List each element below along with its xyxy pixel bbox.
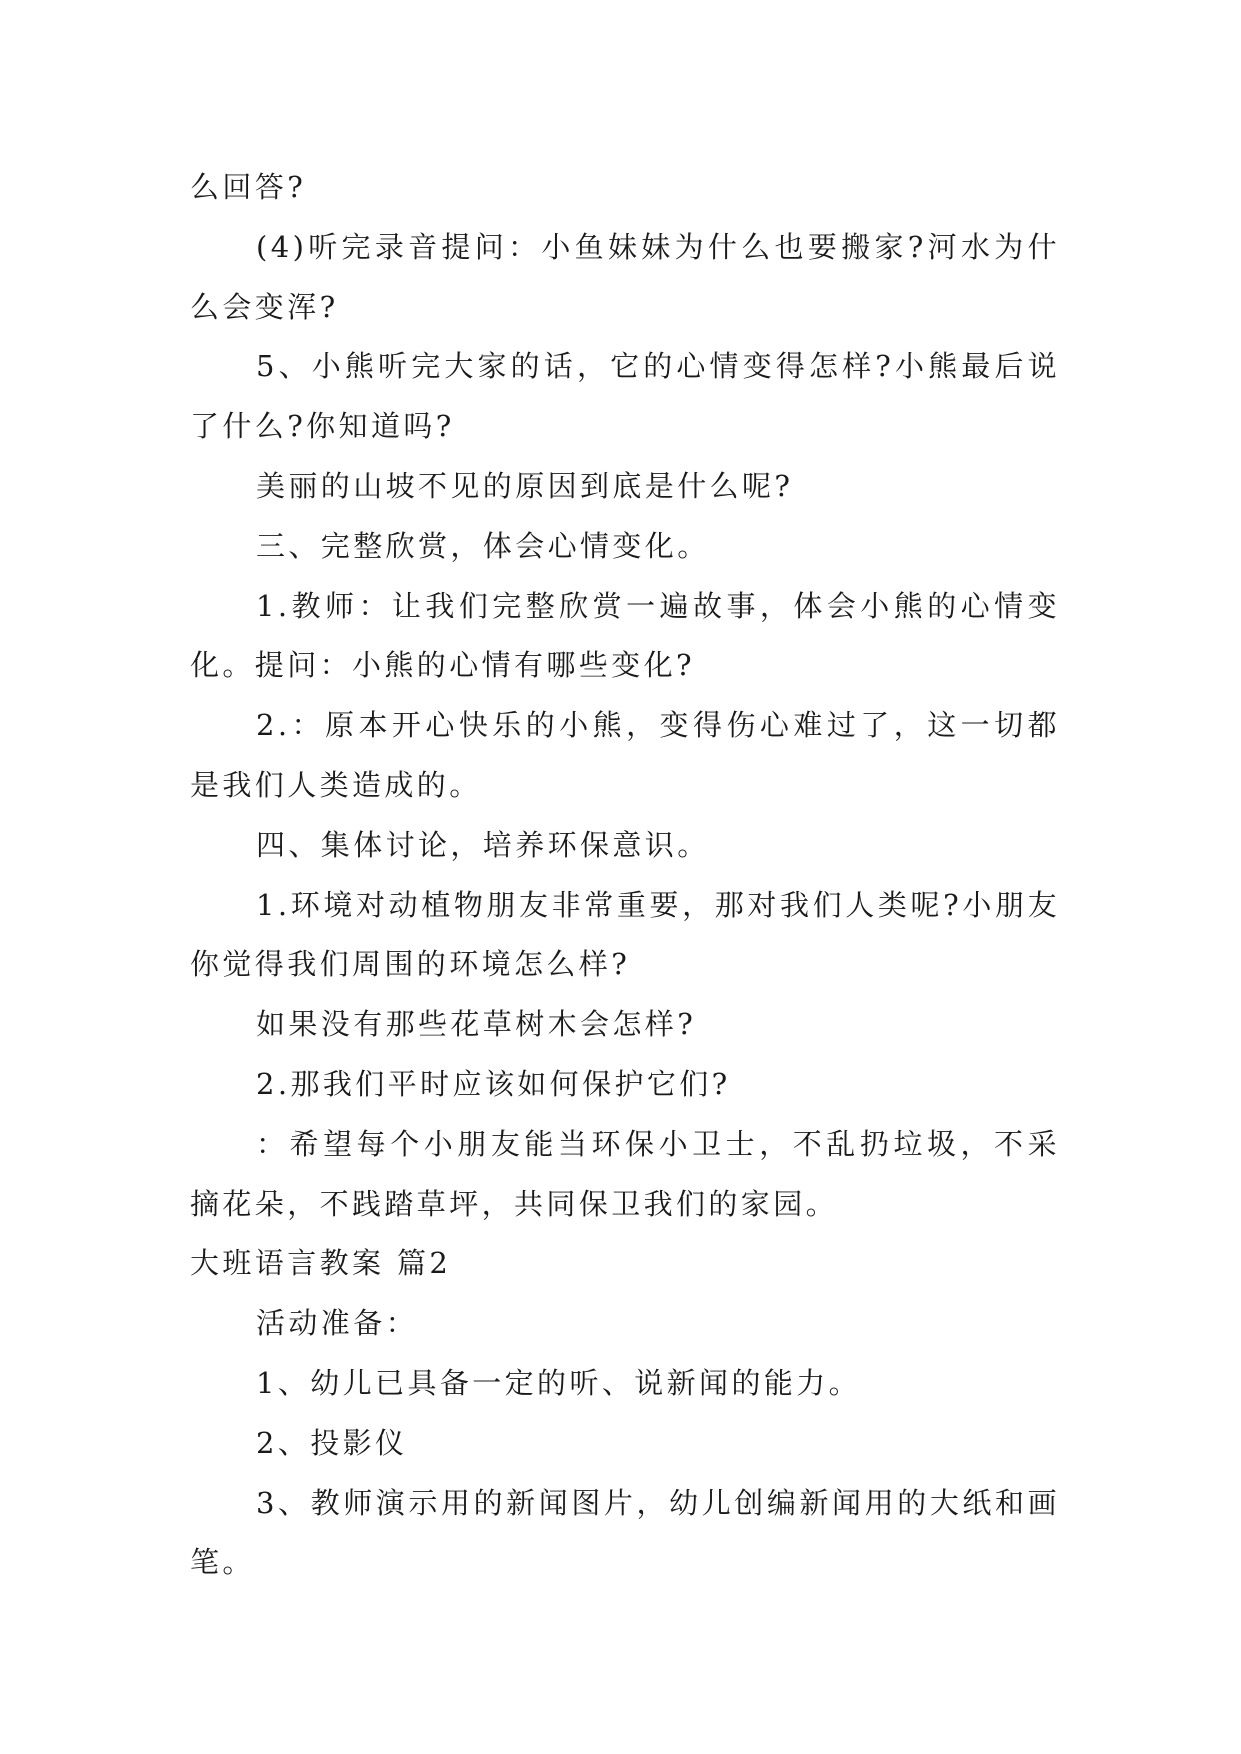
paragraph: 如果没有那些花草树木会怎样? <box>256 1007 697 1042</box>
lesson-title: 大班语言教案 篇2 <box>190 1246 452 1281</box>
paragraph: 1、幼儿已具备一定的听、说新闻的能力。 <box>256 1365 862 1400</box>
paragraph: 么回答? <box>190 170 307 204</box>
section-heading: 四、集体讨论，培养环保意识。 <box>256 827 710 862</box>
paragraph: 1.环境对动植物朋友非常重要，那对我们人类呢?小朋友你觉得我们周围的环境怎么样? <box>190 887 1060 982</box>
paragraph: 3、教师演示用的新闻图片，幼儿创编新闻用的大纸和画笔。 <box>190 1485 1060 1580</box>
paragraph: 美丽的山坡不见的原因到底是什么呢? <box>256 468 794 503</box>
section-heading: 三、完整欣赏，体会心情变化。 <box>256 528 710 563</box>
paragraph: (4)听完录音提问：小鱼妹妹为什么也要搬家?河水为什么会变浑? <box>190 229 1060 324</box>
paragraph: 5、小熊听完大家的话，它的心情变得怎样?小熊最后说了什么?你知道吗? <box>190 349 1060 444</box>
paragraph: 2.：原本开心快乐的小熊，变得伤心难过了，这一切都是我们人类造成的。 <box>190 708 1060 802</box>
document-body <box>190 158 1060 1593</box>
paragraph: 2.那我们平时应该如何保护它们? <box>256 1066 731 1101</box>
paragraph: ：希望每个小朋友能当环保小卫士，不乱扔垃圾，不采摘花朵，不践踏草坪，共同保卫我们的家园。 <box>190 1126 1060 1221</box>
paragraph: 1.教师：让我们完整欣赏一遍故事，体会小熊的心情变化。提问：小熊的心情有哪些变化? <box>190 588 1060 683</box>
paragraph: 活动准备： <box>256 1306 419 1341</box>
paragraph: 2、投影仪 <box>256 1425 408 1460</box>
